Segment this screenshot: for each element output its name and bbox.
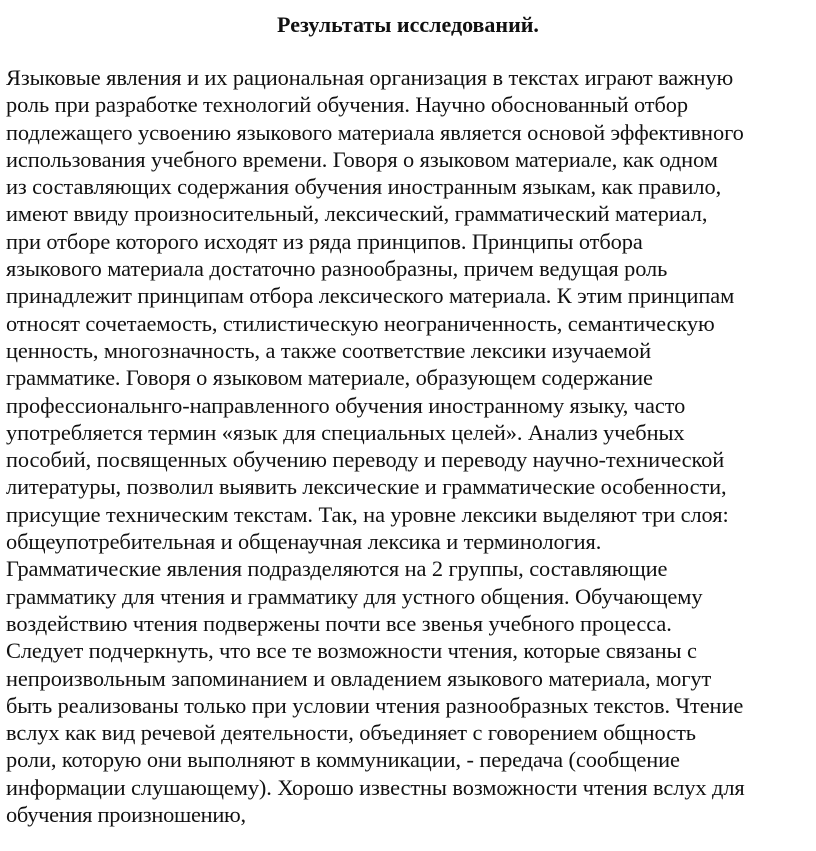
text-line: из составляющих содержания обучения иностранным языкам, как правило,: [6, 174, 722, 200]
text-line: профессиональнго-направленного обучения иностранному языку, часто: [6, 392, 686, 418]
document-title: Результаты исследований.: [277, 12, 539, 37]
text-line: использования учебного времени. Говоря о языковом материале, как одном: [6, 146, 718, 172]
text-line: обучения произношению,: [6, 802, 246, 828]
text-line: информации слушающему). Хорошо известны возможности чтения вслух для: [6, 774, 745, 800]
text-line: имеют ввиду произносительный, лексический, грамматический материал,: [6, 201, 708, 227]
text-line: роли, которую они выполняют в коммуникации, - передача (сообщение: [6, 747, 680, 773]
text-line: роль при разработке технологий обучения. Научно обоснованный отбор: [6, 92, 689, 118]
text-line: пособий, посвященных обучению переводу и переводу научно-технической: [6, 447, 725, 473]
text-line: Языковые явления и их рациональная организация в текстах играют важную: [6, 65, 734, 90]
text-line: грамматике. Говоря о языковом материале, образующем содержание: [6, 365, 653, 391]
text-line: Грамматические явления подразделяются на 2 группы, составляющие: [6, 556, 668, 582]
text-line: присущие техническим текстам. Так, на уровне лексики выделяют три слоя:: [6, 501, 729, 527]
text-line: при отборе которого исходят из ряда принципов. Принципы отбора: [6, 228, 643, 254]
text-line: литературы, позволил выявить лексические и грамматические особенности,: [6, 474, 727, 500]
text-line: грамматику для чтения и грамматику для устного общения. Обучающему: [6, 583, 703, 609]
text-line: языкового материала достаточно разнообразны, причем ведущая роль: [6, 256, 668, 282]
text-line: ценность, многозначность, а также соответствие лексики изучаемой: [6, 337, 651, 363]
document-body: [6, 64, 816, 828]
text-line: воздействию чтения подвержены почти все звенья учебного процесса.: [6, 610, 672, 636]
text-line: принадлежит принципам отбора лексического материала. К этим принципам: [6, 283, 735, 309]
text-line: быть реализованы только при условии чтения разнообразных текстов. Чтение: [6, 692, 744, 718]
text-line: подлежащего усвоению языкового материала является основой эффективного: [6, 119, 744, 145]
text-line: относят сочетаемость, стилистическую неограниченность, семантическую: [6, 310, 715, 336]
text-line: вслух как вид речевой деятельности, объединяет с говорением общность: [6, 720, 696, 746]
text-line: употребляется термин «язык для специальных целей». Анализ учебных: [6, 419, 685, 445]
text-line: непроизвольным запоминанием и овладением языкового материала, могут: [6, 665, 712, 691]
text-line: Следует подчеркнуть, что все те возможности чтения, которые связаны с: [6, 638, 697, 664]
text-line: общеупотребительная и общенаучная лексика и терминология.: [6, 529, 602, 555]
